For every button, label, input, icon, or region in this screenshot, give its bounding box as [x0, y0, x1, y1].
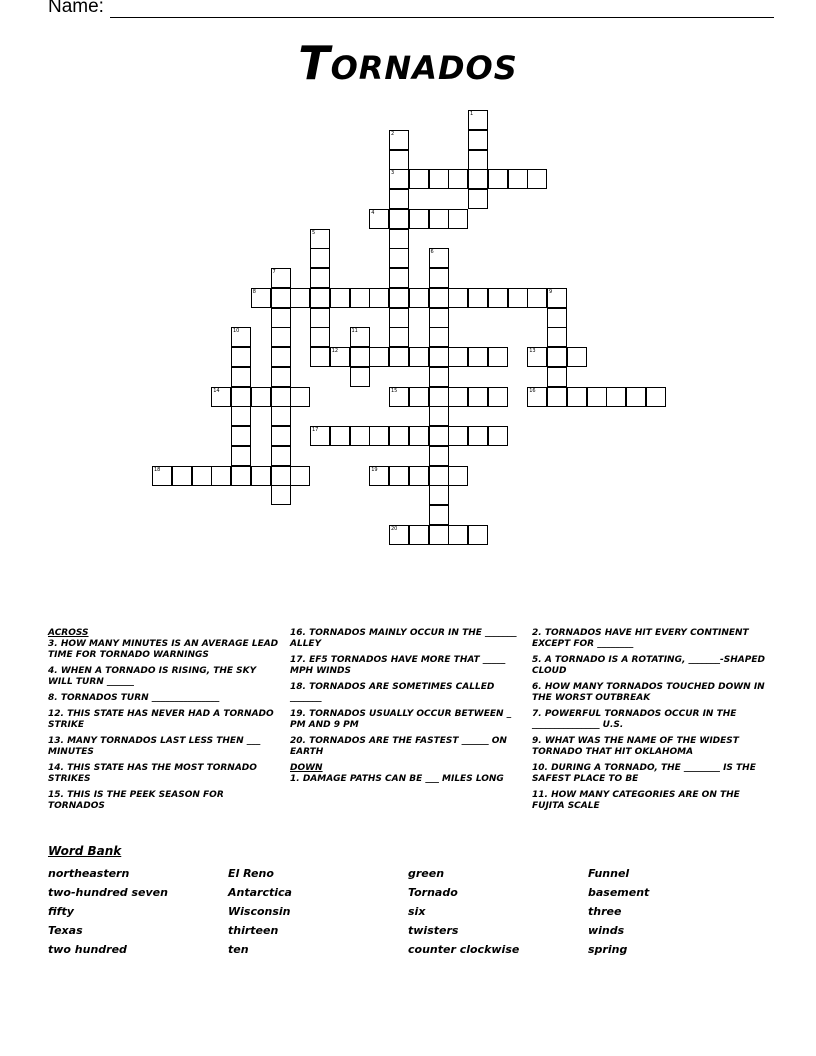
- clue-across-8: 8. TORNADOS TURN _______________: [48, 693, 220, 703]
- crossword-cell[interactable]: [389, 248, 409, 268]
- crossword-cell[interactable]: [429, 308, 449, 328]
- word-bank-item: two hundred: [48, 943, 127, 956]
- crossword-cell[interactable]: [310, 308, 330, 328]
- crossword-cell[interactable]: [152, 466, 172, 486]
- crossword-cell[interactable]: [271, 327, 291, 347]
- crossword-cell-number: 2: [391, 130, 395, 137]
- word-bank-item: Antarctica: [228, 886, 292, 899]
- crossword-cell-number: 10: [233, 328, 240, 335]
- crossword-cell[interactable]: [527, 288, 547, 308]
- crossword-cell[interactable]: [389, 130, 409, 150]
- crossword-cell[interactable]: [192, 466, 212, 486]
- crossword-cell[interactable]: [547, 367, 567, 387]
- clue-column-2: [290, 628, 522, 790]
- crossword-cell[interactable]: [488, 426, 508, 446]
- crossword-cell[interactable]: [468, 110, 488, 130]
- word-bank-item: Funnel: [588, 867, 630, 880]
- crossword-cell[interactable]: [527, 169, 547, 189]
- word-bank-item: twisters: [408, 924, 459, 937]
- crossword-cell[interactable]: [468, 150, 488, 170]
- crossword-cell[interactable]: [271, 446, 291, 466]
- crossword-cell[interactable]: [429, 209, 449, 229]
- crossword-cell[interactable]: [389, 525, 409, 545]
- crossword-cell[interactable]: [290, 466, 310, 486]
- clue-down-9: 9. WHAT WAS THE NAME OF THE WIDEST TORNADO THAT HIT OKLAHOMA: [532, 736, 739, 757]
- clue-across-15: 15. THIS IS THE PEEK SEASON FOR TORNADOS: [48, 790, 224, 811]
- crossword-cell[interactable]: [310, 288, 330, 308]
- word-bank-column-1: [48, 864, 228, 959]
- crossword-cell[interactable]: [271, 426, 291, 446]
- crossword-cell[interactable]: [448, 466, 468, 486]
- clue-down-11: 11. HOW MANY CATEGORIES ARE ON THE FUJITA SCALE: [532, 790, 740, 811]
- crossword-cell[interactable]: [172, 466, 192, 486]
- crossword-cell-number: 9: [549, 288, 553, 295]
- crossword-cell-number: 18: [154, 466, 161, 473]
- crossword-cell[interactable]: [508, 288, 528, 308]
- crossword-cell[interactable]: [488, 288, 508, 308]
- word-bank-item: Texas: [48, 924, 83, 937]
- crossword-cell[interactable]: [231, 347, 251, 367]
- clue-down-6: 6. HOW MANY TORNADOS TOUCHED DOWN IN THE WORST OUTBREAK: [532, 682, 765, 703]
- crossword-cell[interactable]: [389, 426, 409, 446]
- crossword-cell[interactable]: [231, 327, 251, 347]
- crossword-cell[interactable]: [271, 268, 291, 288]
- crossword-cell-number: 15: [391, 387, 398, 394]
- clue-across-18: 18. TORNADOS ARE SOMETIMES CALLED _______: [290, 682, 495, 703]
- crossword-cell[interactable]: [389, 466, 409, 486]
- crossword-cell[interactable]: [409, 169, 429, 189]
- crossword-cell[interactable]: [310, 327, 330, 347]
- crossword-cell[interactable]: [271, 288, 291, 308]
- crossword-cell[interactable]: [547, 288, 567, 308]
- crossword-cell[interactable]: [251, 466, 271, 486]
- clue-across-16: 16. TORNADOS MAINLY OCCUR IN THE _______ ALLEY: [290, 628, 517, 649]
- crossword-cell[interactable]: [330, 347, 350, 367]
- crossword-cell[interactable]: [369, 209, 389, 229]
- crossword-cell[interactable]: [429, 347, 449, 367]
- crossword-cell-number: 14: [213, 387, 220, 394]
- crossword-cell[interactable]: [389, 288, 409, 308]
- crossword-cell[interactable]: [310, 426, 330, 446]
- crossword-cell[interactable]: [389, 209, 409, 229]
- clue-column-1: [48, 628, 280, 817]
- crossword-cell[interactable]: [429, 505, 449, 525]
- crossword-cell[interactable]: [369, 347, 389, 367]
- crossword-cell[interactable]: [271, 387, 291, 407]
- crossword-cell-number: 4: [371, 209, 375, 216]
- crossword-cell[interactable]: [488, 347, 508, 367]
- crossword-cell[interactable]: [231, 406, 251, 426]
- crossword-cell[interactable]: [271, 485, 291, 505]
- crossword-cell[interactable]: [626, 387, 646, 407]
- word-bank-item: Wisconsin: [228, 905, 291, 918]
- crossword-cell-number: 16: [529, 387, 536, 394]
- clue-down-7: 7. POWERFUL TORNADOS OCCUR IN THE _______________ U.S.: [532, 709, 737, 730]
- crossword-cell[interactable]: [429, 268, 449, 288]
- crossword-cell[interactable]: [488, 387, 508, 407]
- crossword-cell[interactable]: [350, 426, 370, 446]
- crossword-cell[interactable]: [310, 347, 330, 367]
- crossword-cell[interactable]: [271, 308, 291, 328]
- crossword-cell[interactable]: [448, 387, 468, 407]
- crossword-cell[interactable]: [429, 248, 449, 268]
- crossword-cell[interactable]: [409, 466, 429, 486]
- down-heading: DOWN: [290, 763, 323, 773]
- clue-across-13: 13. MANY TORNADOS LAST LESS THEN ___ MINUTES: [48, 736, 261, 757]
- crossword-cell[interactable]: [211, 387, 231, 407]
- crossword-cell[interactable]: [409, 426, 429, 446]
- crossword-cell[interactable]: [567, 347, 587, 367]
- clue-down-10: 10. DURING A TORNADO, THE ________ IS THE SAFEST PLACE TO BE: [532, 763, 756, 784]
- word-bank-item: El Reno: [228, 867, 274, 880]
- crossword-cell[interactable]: [409, 347, 429, 367]
- crossword-cell[interactable]: [547, 387, 567, 407]
- clue-across-17: 17. EF5 TORNADOS HAVE MORE THAT _____ MPH WINDS: [290, 655, 506, 676]
- crossword-cell[interactable]: [429, 367, 449, 387]
- crossword-cell[interactable]: [448, 347, 468, 367]
- crossword-cell[interactable]: [468, 347, 488, 367]
- crossword-cell[interactable]: [211, 466, 231, 486]
- crossword-cell[interactable]: [409, 525, 429, 545]
- crossword-cell[interactable]: [527, 387, 547, 407]
- crossword-cell[interactable]: [271, 406, 291, 426]
- crossword-cell[interactable]: [527, 347, 547, 367]
- word-bank-column-4: [588, 864, 768, 959]
- crossword-cell[interactable]: [310, 268, 330, 288]
- crossword-cell[interactable]: [290, 387, 310, 407]
- crossword-cell-number: 12: [331, 348, 339, 354]
- across-heading: ACROSS: [48, 628, 89, 638]
- word-bank-item: winds: [588, 924, 625, 937]
- clue-down-1: 1. DAMAGE PATHS CAN BE ___ MILES LONG: [290, 774, 504, 784]
- crossword-cell-number: 19: [371, 466, 378, 473]
- word-bank-item: spring: [588, 943, 628, 956]
- crossword-cell[interactable]: [429, 288, 449, 308]
- name-label: Name:: [48, 0, 104, 17]
- word-bank-item: ten: [228, 943, 249, 956]
- word-bank-item: Tornado: [408, 886, 458, 899]
- crossword-cell[interactable]: [271, 466, 291, 486]
- crossword-cell[interactable]: [389, 387, 409, 407]
- crossword-cell[interactable]: [429, 446, 449, 466]
- crossword-cell[interactable]: [409, 387, 429, 407]
- crossword-cell[interactable]: [468, 169, 488, 189]
- crossword-cell[interactable]: [389, 308, 409, 328]
- crossword-cell[interactable]: [231, 466, 251, 486]
- crossword-cell[interactable]: [468, 189, 488, 209]
- crossword-cell[interactable]: [389, 327, 409, 347]
- crossword-cell-number: 13: [529, 348, 536, 354]
- clue-column-3: [532, 628, 768, 817]
- crossword-cell[interactable]: [587, 387, 607, 407]
- crossword-cell[interactable]: [429, 387, 449, 407]
- page-title: Tornados: [298, 36, 518, 90]
- crossword-cell[interactable]: [389, 347, 409, 367]
- crossword-cell[interactable]: [330, 288, 350, 308]
- clue-across-14: 14. THIS STATE HAS THE MOST TORNADO STRIKES: [48, 763, 257, 784]
- crossword-cell[interactable]: [290, 288, 310, 308]
- crossword-cell[interactable]: [468, 288, 488, 308]
- crossword-cell-number: 8: [252, 288, 256, 295]
- crossword-cell[interactable]: [389, 169, 409, 189]
- crossword-cell[interactable]: [231, 426, 251, 446]
- word-bank-column-3: [408, 864, 588, 959]
- crossword-cell[interactable]: [231, 446, 251, 466]
- crossword-cell[interactable]: [271, 347, 291, 367]
- crossword-cell[interactable]: [429, 406, 449, 426]
- crossword-cell[interactable]: [468, 130, 488, 150]
- crossword-cell[interactable]: [350, 288, 370, 308]
- crossword-cell-number: 1: [470, 111, 474, 117]
- word-bank-item: counter clockwise: [408, 943, 520, 956]
- crossword-cell[interactable]: [350, 367, 370, 387]
- word-bank-item: basement: [588, 886, 650, 899]
- crossword-cell[interactable]: [429, 169, 449, 189]
- crossword-cell[interactable]: [389, 189, 409, 209]
- crossword-cell-number: 3: [391, 170, 395, 177]
- crossword-cell[interactable]: [251, 387, 271, 407]
- crossword-cell[interactable]: [468, 426, 488, 446]
- crossword-cell[interactable]: [369, 426, 389, 446]
- crossword-cell[interactable]: [389, 268, 409, 288]
- crossword-cell[interactable]: [271, 367, 291, 387]
- crossword-cell[interactable]: [448, 288, 468, 308]
- crossword-cell[interactable]: [429, 466, 449, 486]
- crossword-cell[interactable]: [409, 209, 429, 229]
- crossword-cell[interactable]: [409, 288, 429, 308]
- crossword-cell[interactable]: [350, 347, 370, 367]
- word-bank-column-2: [228, 864, 408, 959]
- word-bank-item: fifty: [48, 905, 74, 918]
- crossword-cell[interactable]: [547, 347, 567, 367]
- crossword-cell[interactable]: [448, 209, 468, 229]
- word-bank-title: Word Bank: [48, 844, 122, 858]
- crossword-cell[interactable]: [567, 387, 587, 407]
- crossword-cell-number: 5: [312, 229, 316, 236]
- crossword-cell[interactable]: [389, 150, 409, 170]
- crossword-cell[interactable]: [547, 308, 567, 328]
- crossword-cell[interactable]: [646, 387, 666, 407]
- crossword-cell[interactable]: [448, 525, 468, 545]
- crossword-cell[interactable]: [468, 525, 488, 545]
- word-bank-item: thirteen: [228, 924, 279, 937]
- crossword-cell[interactable]: [488, 169, 508, 189]
- crossword-cell[interactable]: [310, 248, 330, 268]
- crossword-cell[interactable]: [231, 367, 251, 387]
- crossword-cell-number: 7: [272, 269, 276, 275]
- crossword-cell[interactable]: [448, 169, 468, 189]
- crossword-cell-number: 17: [312, 427, 319, 433]
- crossword-cell[interactable]: [231, 387, 251, 407]
- crossword-cell[interactable]: [448, 426, 468, 446]
- crossword-cell[interactable]: [310, 229, 330, 249]
- word-bank-item: six: [408, 905, 426, 918]
- clue-across-20: 20. TORNADOS ARE THE FASTEST ______ ON EARTH: [290, 736, 507, 757]
- crossword-cell[interactable]: [350, 327, 370, 347]
- word-bank-item: two-hundred seven: [48, 886, 168, 899]
- crossword-cell[interactable]: [429, 426, 449, 446]
- crossword-cell[interactable]: [429, 327, 449, 347]
- crossword-cell[interactable]: [468, 387, 488, 407]
- crossword-cell[interactable]: [547, 327, 567, 347]
- clue-across-3: 3. HOW MANY MINUTES IS AN AVERAGE LEAD TIME FOR TORNADO WARNINGS: [48, 639, 279, 660]
- clue-across-4: 4. WHEN A TORNADO IS RISING, THE SKY WILL TURN ______: [48, 666, 257, 687]
- crossword-cell[interactable]: [251, 288, 271, 308]
- crossword-cell[interactable]: [369, 466, 389, 486]
- crossword-cell-number: 11: [351, 328, 358, 335]
- crossword-cell[interactable]: [389, 229, 409, 249]
- crossword-cell[interactable]: [606, 387, 626, 407]
- crossword-cell[interactable]: [369, 288, 389, 308]
- word-bank-item: green: [408, 867, 445, 880]
- clue-across-19: 19. TORNADOS USUALLY OCCUR BETWEEN _ PM AND 9 PM: [290, 709, 512, 730]
- crossword-cell-number: 20: [391, 525, 398, 532]
- clue-down-5: 5. A TORNADO IS A ROTATING, _______-SHAPED CLOUD: [532, 655, 765, 676]
- crossword-cell-number: 6: [430, 249, 434, 256]
- crossword-cell[interactable]: [429, 485, 449, 505]
- crossword-cell[interactable]: [330, 426, 350, 446]
- clue-across-12: 12. THIS STATE HAS NEVER HAD A TORNADO STRIKE: [48, 709, 274, 730]
- word-bank-item: northeastern: [48, 867, 130, 880]
- clue-down-2: 2. TORNADOS HAVE HIT EVERY CONTINENT EXCEPT FOR ________: [532, 628, 749, 649]
- word-bank-item: three: [588, 905, 622, 918]
- crossword-cell[interactable]: [508, 169, 528, 189]
- crossword-cell[interactable]: [429, 525, 449, 545]
